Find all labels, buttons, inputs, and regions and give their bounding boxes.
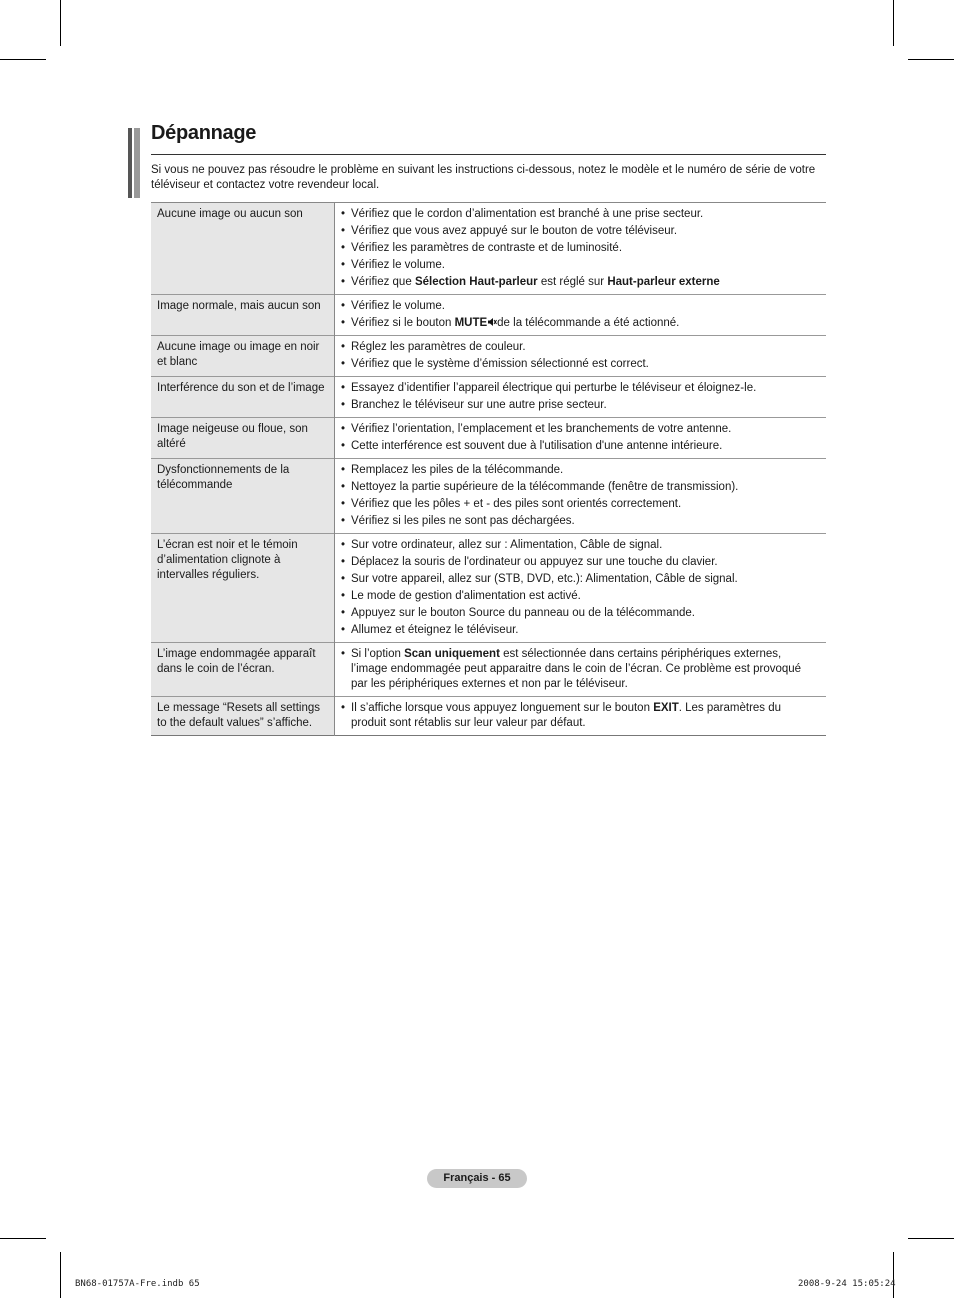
title-bar-light: [134, 128, 140, 198]
solution-list: [341, 701, 816, 731]
solution-text: Remplacez les piles de la télécommande.: [351, 464, 564, 476]
solution-text: Nettoyez la partie supérieure de la télécommande (fenêtre de transmission).: [351, 481, 739, 493]
solution-text: Sur votre appareil, allez sur (STB, DVD, etc.): Alimentation, Câble de signal.: [351, 573, 738, 585]
problem-cell: Aucune image ou image en noir et blanc: [151, 336, 335, 377]
solution-item: [341, 357, 816, 372]
title-divider: [151, 154, 826, 155]
solution-text: Vérifiez que les pôles + et - des piles sont orientés correctement.: [351, 498, 682, 510]
problem-cell: L’image endommagée apparaît dans le coin de l’écran.: [151, 643, 335, 697]
solution-list: [341, 381, 816, 413]
solution-text: Vérifiez que: [351, 276, 415, 288]
solution-text: Vérifiez que vous avez appuyé sur le bouton de votre téléviseur.: [351, 225, 678, 237]
problem-cell: Aucune image ou aucun son: [151, 203, 335, 295]
problem-cell: Le message “Resets all settings to the default values” s’affiche.: [151, 697, 335, 736]
troubleshooting-table: [151, 202, 826, 736]
bold-term: Sélection Haut-parleur: [414, 276, 538, 288]
crop-mark: [908, 59, 954, 60]
solution-item: [341, 207, 816, 222]
solution-text: Vérifiez que le cordon d’alimentation est branché à une prise secteur.: [351, 208, 704, 220]
problem-cell: Image neigeuse ou floue, son altéré: [151, 418, 335, 459]
table-row: [151, 697, 826, 736]
solution-item: [341, 514, 816, 529]
solution-text: Réglez les paramètres de couleur.: [351, 341, 526, 353]
solution-item: [341, 606, 816, 621]
table-row: [151, 418, 826, 459]
crop-mark: [893, 0, 894, 46]
solution-text: Vérifiez si le bouton: [351, 317, 455, 329]
solution-item: [341, 241, 816, 256]
solutions-cell: [335, 377, 827, 418]
solution-item: [341, 275, 816, 290]
solution-item: [341, 439, 816, 454]
print-file-info: BN68-01757A-Fre.indb 65: [75, 1279, 200, 1289]
solution-item: [341, 538, 816, 553]
solution-item: [341, 555, 816, 570]
crop-mark: [893, 1252, 894, 1298]
solution-text: Si l’option: [351, 648, 405, 660]
solutions-cell: [335, 418, 827, 459]
solution-item: [341, 623, 816, 638]
bold-term: Haut-parleur externe: [607, 276, 720, 288]
solution-text: Appuyez sur le bouton Source du panneau ou de la télécommande.: [351, 607, 695, 619]
table-row: [151, 534, 826, 643]
crop-mark: [0, 59, 46, 60]
solution-list: [341, 299, 816, 331]
crop-mark: [60, 1252, 61, 1298]
title-bar-dark: [128, 128, 132, 198]
solution-list: [341, 647, 816, 692]
solution-text: Vérifiez le volume.: [351, 300, 445, 312]
solution-list: [341, 207, 816, 290]
solutions-cell: [335, 643, 827, 697]
table-row: [151, 643, 826, 697]
solution-text: Vérifiez si les piles ne sont pas déchargées.: [351, 515, 575, 527]
solution-item: [341, 463, 816, 478]
print-date-info: 2008-9-24 15:05:24: [798, 1279, 896, 1289]
solution-text: Essayez d’identifier l’appareil électrique qui perturbe le téléviseur et éloignez-le.: [351, 382, 757, 394]
solution-text: Le mode de gestion d'alimentation est activé.: [351, 590, 581, 602]
troubleshooting-table-body: [151, 203, 826, 736]
problem-cell: L’écran est noir et le témoin d’alimentation clignote à intervalles réguliers.: [151, 534, 335, 643]
crop-mark: [0, 1238, 46, 1239]
solution-item: [341, 422, 816, 437]
solution-text: Vérifiez l’orientation, l’emplacement et les branchements de votre antenne.: [351, 423, 732, 435]
solution-text: est sélectionnée dans certains périphériques externes, l’image endommagée peut apparaitre dans le coin de l’écran. Ce problème est provoqué par les périphériques externes et non par le téléviseur.: [351, 648, 802, 690]
solution-item: [341, 497, 816, 512]
solution-item: [341, 589, 816, 604]
solutions-cell: [335, 697, 827, 736]
solution-list: [341, 463, 816, 529]
solution-item: [341, 381, 816, 396]
solutions-cell: [335, 459, 827, 534]
solution-item: [341, 572, 816, 587]
problem-cell: Image normale, mais aucun son: [151, 295, 335, 336]
solution-list: [341, 340, 816, 372]
bold-term: Scan uniquement: [404, 648, 500, 660]
intro-paragraph: Si vous ne pouvez pas résoudre le problème en suivant les instructions ci-dessous, notez le modèle et le numéro de série de votre téléviseur et contactez votre revendeur local.: [151, 164, 816, 191]
solution-list: [341, 538, 816, 638]
problem-cell: Interférence du son et de l’image: [151, 377, 335, 418]
table-row: [151, 203, 826, 295]
solution-item: [341, 701, 816, 731]
solution-item: [341, 224, 816, 239]
solution-text: Vérifiez que le système d’émission sélectionné est correct.: [351, 358, 649, 370]
title-decoration-bars: [128, 128, 142, 198]
table-row: [151, 295, 826, 336]
problem-cell: Dysfonctionnements de la télécommande: [151, 459, 335, 534]
solution-text: Déplacez la souris de l'ordinateur ou appuyez sur une touche du clavier.: [351, 556, 718, 568]
solutions-cell: [335, 534, 827, 643]
crop-mark: [908, 1238, 954, 1239]
crop-mark: [60, 0, 61, 46]
solution-item: [341, 398, 816, 413]
solution-text: est réglé sur: [537, 276, 608, 288]
solutions-cell: [335, 295, 827, 336]
bold-term: EXIT: [653, 702, 679, 714]
bold-term: MUTE: [454, 317, 488, 329]
solution-item: [341, 647, 816, 692]
table-row: [151, 377, 826, 418]
solution-text: Allumez et éteignez le téléviseur.: [351, 624, 519, 636]
page-title: Dépannage: [151, 122, 257, 144]
solution-text: Cette interférence est souvent due à l'utilisation d'une antenne intérieure.: [351, 440, 723, 452]
solution-text: Vérifiez les paramètres de contraste et de luminosité.: [351, 242, 623, 254]
solution-item: [341, 299, 816, 314]
solution-item: [341, 340, 816, 355]
table-row: [151, 459, 826, 534]
solution-text: Sur votre ordinateur, allez sur : Alimentation, Câble de signal.: [351, 539, 663, 551]
solution-item: [341, 258, 816, 273]
solution-text: Il s’affiche lorsque vous appuyez longuement sur le bouton: [351, 702, 654, 714]
solution-text: . Les paramètres du produit sont rétablis sur leur valeur par défaut.: [351, 702, 782, 729]
mute-speaker-icon: [487, 317, 497, 327]
solution-item: [341, 480, 816, 495]
solution-list: [341, 422, 816, 454]
table-row: [151, 336, 826, 377]
solution-text: Vérifiez le volume.: [351, 259, 445, 271]
solution-item: [341, 316, 816, 331]
solution-text: de la télécommande a été actionné.: [497, 317, 680, 329]
page-number-badge: Français - 65: [427, 1169, 527, 1188]
solutions-cell: [335, 203, 827, 295]
solutions-cell: [335, 336, 827, 377]
solution-text: Branchez le téléviseur sur une autre prise secteur.: [351, 399, 607, 411]
